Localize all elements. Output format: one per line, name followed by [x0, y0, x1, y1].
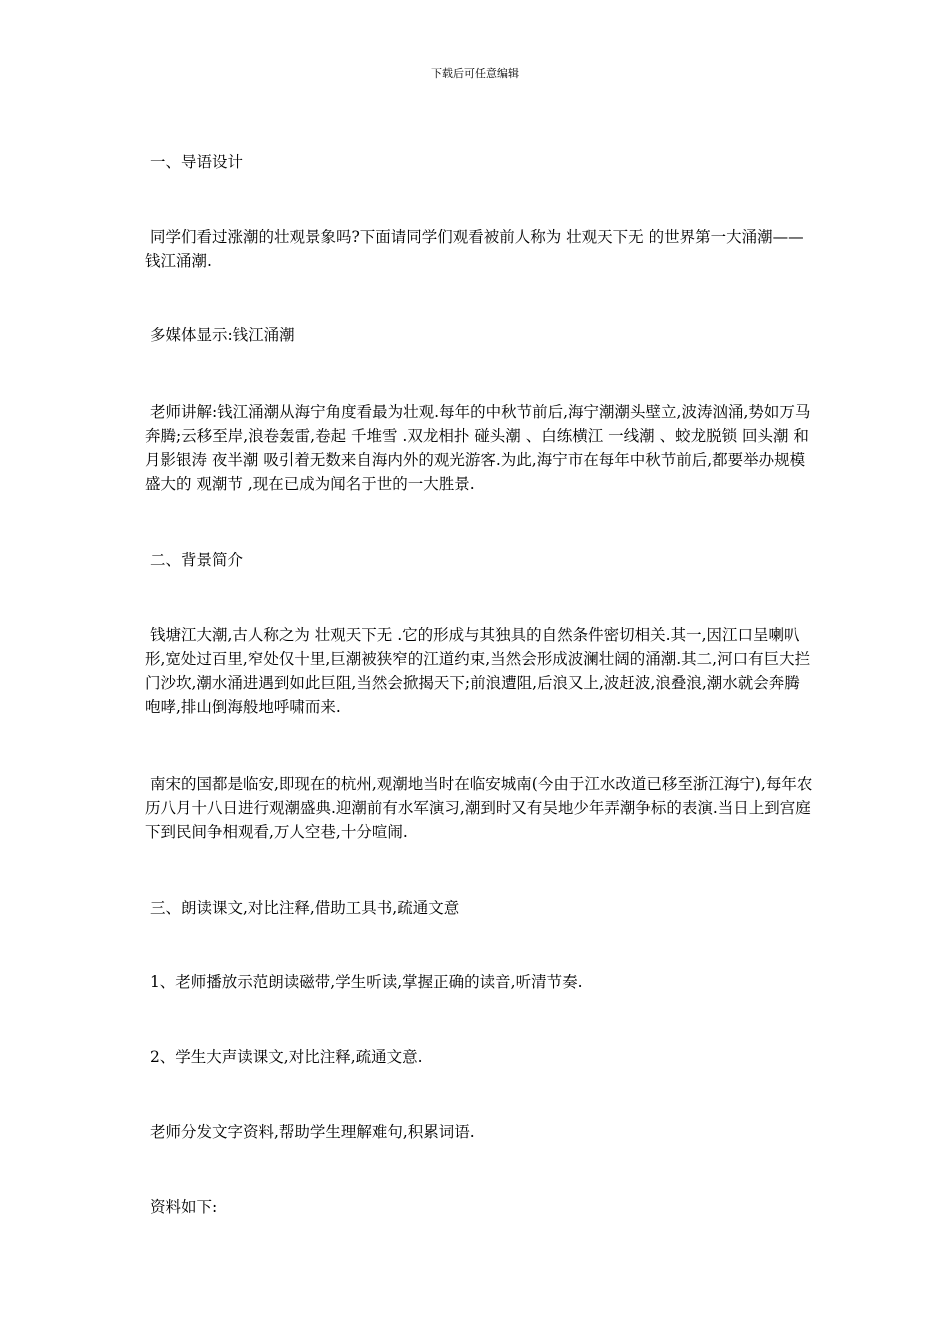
- intro-paragraph: 同学们看过涨潮的壮观景象吗?下面请同学们观看被前人称为 壮观天下无 的世界第一大涌潮——钱江涌潮.: [145, 228, 804, 270]
- section-heading-intro: 一、导语设计: [145, 153, 243, 171]
- section-heading-background: 二、背景简介: [145, 551, 243, 569]
- page-header-note: 下载后可任意编辑: [431, 67, 519, 80]
- teacher-explanation-paragraph: 老师讲解:钱江涌潮从海宁角度看最为壮观.每年的中秋节前后,海宁潮潮头壁立,波涛汹涌,势如万马奔腾;云移至岸,浪卷轰雷,卷起 千堆雪 .双龙相扑 碰头潮 、白练横江 一线潮 、蛟龙脱锁 回头潮 和月影银涛 夜半潮 吸引着无数来自海内外的观光游客.为此,海宁市在每年中秋节前后,都要举办规模盛大的 观潮节 ,现在已成为闻名于世的一大胜景.: [145, 403, 811, 493]
- background-paragraph-2: 南宋的国都是临安,即现在的杭州,观潮地当时在临安城南(今由于江水改道已移至浙江海宁),每年农历八月十八日进行观潮盛典.迎潮前有水军演习,潮到时又有吴地少年弄潮争标的表演.当日上到宫庭下到民间争相观看,万人空巷,十分喧闹.: [145, 775, 813, 841]
- reading-step-1: 1、老师播放示范朗读磁带,学生听读,掌握正确的读音,听清节奏.: [145, 973, 583, 991]
- materials-label: 资料如下:: [145, 1198, 218, 1216]
- multimedia-line: 多媒体显示:钱江涌潮: [145, 326, 295, 344]
- reading-step-2: 2、学生大声读课文,对比注释,疏通文意.: [145, 1048, 423, 1066]
- background-paragraph-1: 钱塘江大潮,古人称之为 壮观天下无 .它的形成与其独具的自然条件密切相关.其一,因江口呈喇叭形,宽处过百里,窄处仅十里,巨潮被狭窄的江道约束,当然会形成波澜壮阔的涌潮.其二,河口有巨大拦门沙坎,潮水涌进遇到如此巨阻,当然会掀揭天下;前浪遭阻,后浪又上,波赶波,浪叠浪,潮水就会奔腾咆哮,排山倒海般地呼啸而来.: [145, 626, 811, 716]
- section-heading-reading: 三、朗读课文,对比注释,借助工具书,疏通文意: [145, 899, 460, 917]
- materials-note: 老师分发文字资料,帮助学生理解难句,积累词语.: [145, 1123, 475, 1141]
